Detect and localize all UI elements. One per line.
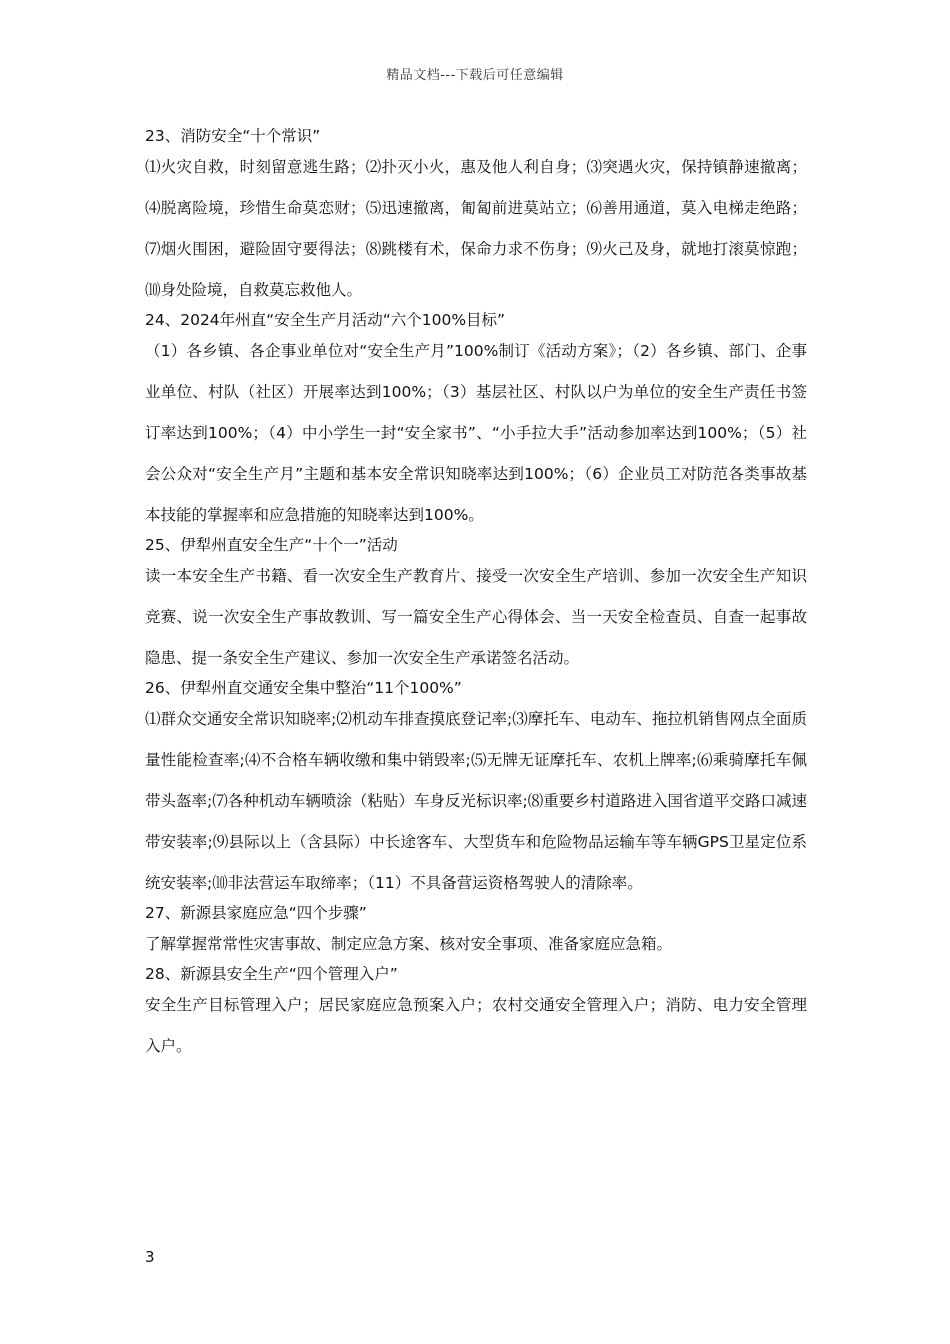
page-header: 精品文档---下载后可任意编辑 bbox=[386, 68, 564, 83]
section-paragraph: 了解掌握常常性灾害事故、制定应急方案、核对安全事项、准备家庭应急箱。 bbox=[145, 935, 673, 953]
section-paragraph: ⑴群众交通安全常识知晓率;⑵机动车排查摸底登记率;⑶摩托车、电动车、拖拉机销售网点全面质量性能检查率;⑷不合格车辆收缴和集中销毁率;⑸无牌无证摩托车、农机上牌率;⑹乘骑摩托车佩带头盔率;⑺各种机动车辆喷涂（粘贴）车身反光标识率;⑻重要乡村道路进入国省道平交路口减速带安装率;⑼县际以上（含县际）中长途客车、大型货车和危险物品运输车等车辆GPS卫星定位系统安装率;⑽非法营运车取缔率；（11）不具备营运资格驾驶人的清除率。 bbox=[145, 710, 807, 892]
section-heading: 28、新源县安全生产“四个管理入户” bbox=[145, 965, 398, 983]
section-27 bbox=[145, 903, 807, 965]
section-heading: 26、伊犁州直交通安全集中整治“11个100%” bbox=[145, 679, 462, 697]
section-heading: 27、新源县家庭应急“四个步骤” bbox=[145, 904, 367, 922]
section-26 bbox=[145, 678, 807, 904]
section-25 bbox=[145, 535, 807, 679]
section-heading: 25、伊犁州直安全生产“十个一”活动 bbox=[145, 536, 398, 554]
page-number: 3 bbox=[145, 1248, 155, 1266]
section-heading: 24、2024年州直“安全生产月活动“六个100%目标” bbox=[145, 311, 506, 329]
section-24 bbox=[145, 310, 807, 536]
section-23 bbox=[145, 126, 807, 311]
section-paragraph: 读一本安全生产书籍、看一次安全生产教育片、接受一次安全生产培训、参加一次安全生产知识竞赛、说一次安全生产事故教训、写一篇安全生产心得体会、当一天安全检查员、自查一起事故隐患、提一条安全生产建议、参加一次安全生产承诺签名活动。 bbox=[145, 567, 807, 667]
section-paragraph: 安全生产目标管理入户；居民家庭应急预案入户；农村交通安全管理入户；消防、电力安全管理入户。 bbox=[145, 996, 807, 1055]
section-paragraph: （1）各乡镇、各企事业单位对“安全生产月”100%制订《活动方案》；（2）各乡镇、部门、企事业单位、村队（社区）开展率达到100%；（3）基层社区、村队以户为单位的安全生产责任书签订率达到100%；（4）中小学生一封“安全家书”、“小手拉大手”活动参加率达到100%；（5）社会公众对“安全生产月”主题和基本安全常识知晓率达到100%；（6）企业员工对防范各类事故基本技能的掌握率和应急措施的知晓率达到100%。 bbox=[145, 342, 807, 524]
section-paragraph: ⑴火灾自救，时刻留意逃生路；⑵扑灭小火，惠及他人利自身；⑶突遇火灾，保持镇静速撤离；⑷脱离险境，珍惜生命莫恋财；⑸迅速撤离，匍匐前进莫站立；⑹善用通道，莫入电梯走绝路；⑺烟火围困，避险固守要得法；⑻跳楼有术，保命力求不伤身；⑼火己及身，就地打滚莫惊跑；⑽身处险境，自救莫忘救他人。 bbox=[145, 158, 807, 299]
section-28 bbox=[145, 964, 807, 1067]
document-body bbox=[145, 126, 807, 1066]
section-heading: 23、消防安全“十个常识” bbox=[145, 127, 321, 145]
